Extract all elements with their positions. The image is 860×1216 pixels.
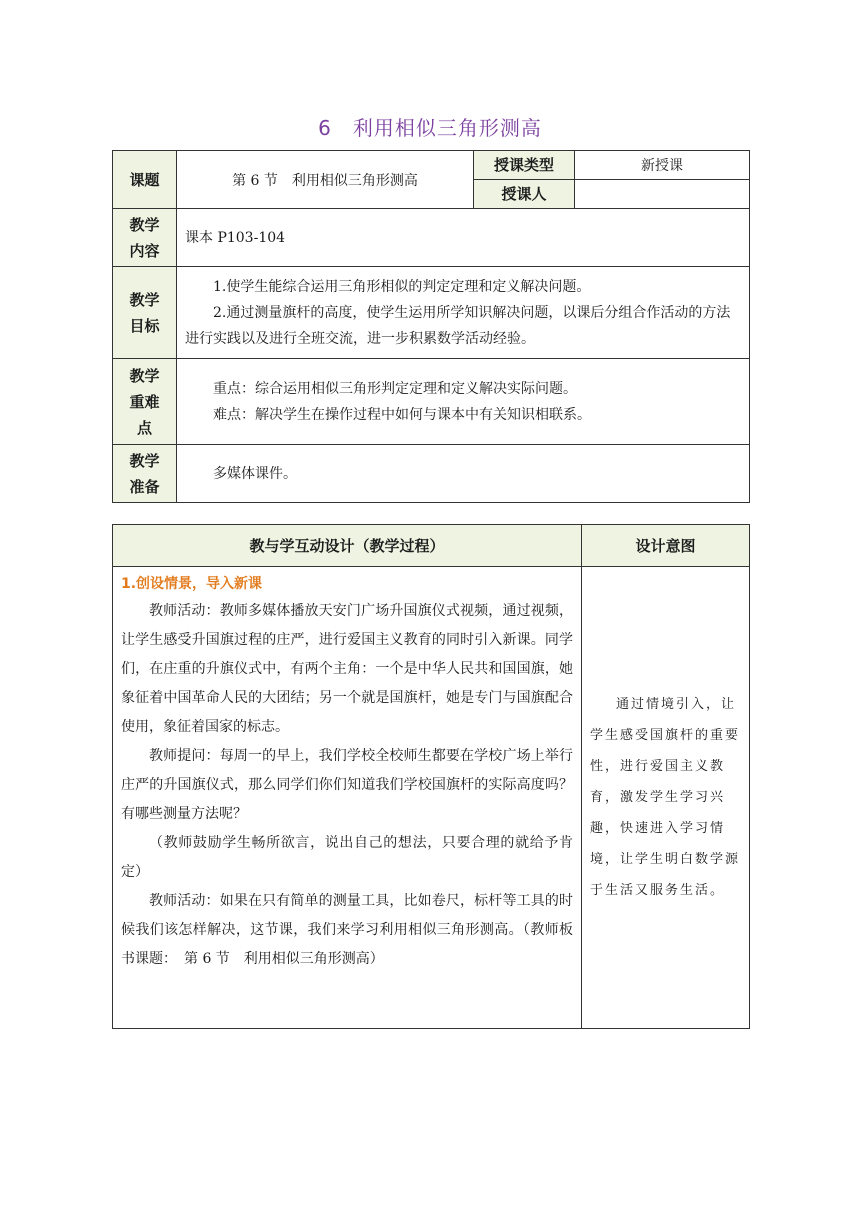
goals-value: [177, 267, 750, 359]
document-title: 6 利用相似三角形测高: [318, 116, 542, 140]
content-value: 课本 P103-104: [177, 209, 750, 267]
teaching-process-table: [112, 524, 750, 1029]
paragraph-encouragement: （教师鼓励学生畅所欲言，说出自己的想法，只要合理的就给予肯定）: [121, 835, 573, 880]
preparation-value: 多媒体课件。: [177, 445, 750, 503]
paragraph-teacher-activity-1: 教师活动：教师多媒体播放天安门广场升国旗仪式视频，通过视频，让学生感受升国旗过程的庄严，进行爱国主义教育的同时引入新课。同学们，在庄重的升旗仪式中，有两个主角：一个是中华人民共和国国旗，她象征着中国革命人民的大团结；另一个就是国旗杆，她是专门与国旗配合使用，象征着国家的标志。: [121, 603, 573, 735]
lesson-info-table: [112, 150, 750, 503]
design-intent: 通过情境引入，让学生感受国旗杆的重要性，进行爱国主义教育，激发学生学习兴趣，快速进入学习情境，让学生明白数学源于生活又服务生活。: [582, 567, 750, 1029]
teacher-label: 授课人: [474, 180, 575, 209]
process-content: [113, 567, 582, 1029]
goal-1: 1.使学生能综合运用三角形相似的判定定理和定义解决问题。: [213, 278, 591, 295]
paragraph-teacher-activity-2: 教师活动：如果在只有简单的测量工具，比如卷尺，标杆等工具的时候我们该怎样解决，这节课，我们来学习利用相似三角形测高。（教师板书课题： 第 6 节 利用相似三角形测高）: [121, 893, 573, 967]
process-header: 教与学互动设计（教学过程）: [113, 525, 582, 567]
goal-2: 2.通过测量旗杆的高度，使学生运用所学知识解决问题，以课后分组合作活动的方法进行实践以及进行全班交流，进一步积累数学活动经验。: [185, 304, 731, 347]
intent-header: 设计意图: [582, 525, 750, 567]
lesson-type-value: 新授课: [575, 151, 750, 180]
key-point: 重点：综合运用相似三角形判定定理和定义解决实际问题。: [213, 380, 577, 397]
paragraph-teacher-question: 教师提问：每周一的早上，我们学校全校师生都要在学校广场上举行庄严的升国旗仪式，那么同学们你们知道我们学校国旗杆的实际高度吗？有哪些测量方法呢？: [121, 748, 573, 822]
goals-label: 教学 目标: [113, 267, 177, 359]
difficult-point: 难点：解决学生在操作过程中如何与课本中有关知识相联系。: [213, 406, 591, 423]
teacher-value: [575, 180, 750, 209]
section-heading: 1.创设情景，导入新课: [121, 576, 263, 592]
topic-value: 第 6 节 利用相似三角形测高: [177, 151, 474, 209]
content-label: 教学 内容: [113, 209, 177, 267]
keypoints-value: [177, 359, 750, 445]
keypoints-label: 教学 重难 点: [113, 359, 177, 445]
topic-label: 课题: [113, 151, 177, 209]
lesson-type-label: 授课类型: [474, 151, 575, 180]
preparation-label: 教学 准备: [113, 445, 177, 503]
